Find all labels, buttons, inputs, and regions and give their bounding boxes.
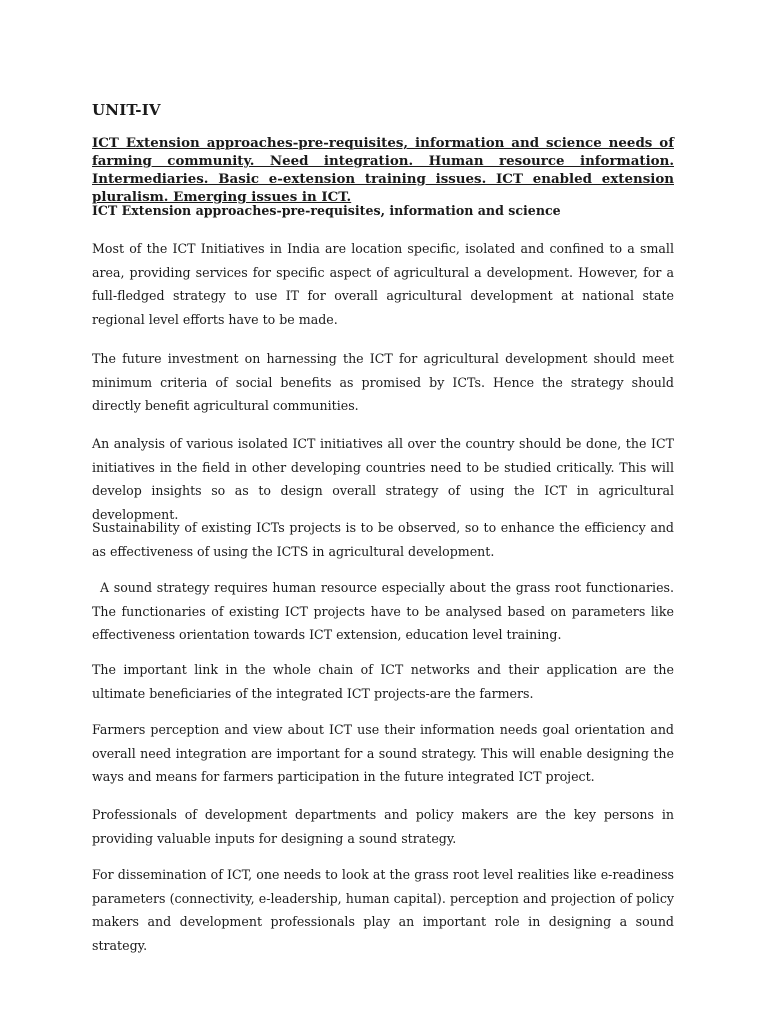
paragraph-1: Most of the ICT Initiatives in India are location specific, isolated and confined to a small area, providing services for specific aspect of agricultural a development. However, for a full-fledged strategy to use IT for overall agricultural development at national state regional level efforts have to be made. <box>92 241 674 327</box>
paragraph-9: For dissemination of ICT, one needs to look at the grass root level realities like e-readiness parameters (connectivity, e-leadership, human capital). perception and projection of policy makers and development professionals play an important role in designing a sound strategy. <box>92 867 674 953</box>
paragraph-2: The future investment on harnessing the ICT for agricultural development should meet minimum criteria of social benefits as promised by ICTs. Hence the strategy should directly benefit agricultural communities. <box>92 351 674 413</box>
topic-heading: ICT Extension approaches-pre-requisites, information and science needs of farming community. Need integration. Human resource information. Intermediaries. Basic e-extension training issues. ICT enabled extension pluralism. Emerging issues in ICT. <box>92 135 674 205</box>
unit-title: UNIT-IV <box>92 101 161 119</box>
paragraph-6: The important link in the whole chain of ICT networks and their application are the ultimate beneficiaries of the integrated ICT projects-are the farmers. <box>92 662 674 701</box>
paragraph-4: Sustainability of existing ICTs projects is to be observed, so to enhance the efficiency and as effectiveness of using the ICTS in agricultural development. <box>92 520 674 559</box>
paragraph-3: An analysis of various isolated ICT initiatives all over the country should be done, the ICT initiatives in the field in other developing countries need to be studied critically. This will develop insights so as to design overall strategy of using the ICT in agricultural development. <box>92 436 674 522</box>
paragraph-5: A sound strategy requires human resource especially about the grass root functionaries. The functionaries of existing ICT projects have to be analysed based on parameters like effectiveness orientation towards ICT extension, education level training. <box>92 580 674 642</box>
paragraph-8: Professionals of development departments and policy makers are the key persons in providing valuable inputs for designing a sound strategy. <box>92 807 674 846</box>
section-heading: ICT Extension approaches-pre-requisites, information and science <box>92 203 561 218</box>
paragraph-7: Farmers perception and view about ICT use their information needs goal orientation and overall need integration are important for a sound strategy. This will enable designing the ways and means for farmers participation in the future integrated ICT project. <box>92 722 674 784</box>
